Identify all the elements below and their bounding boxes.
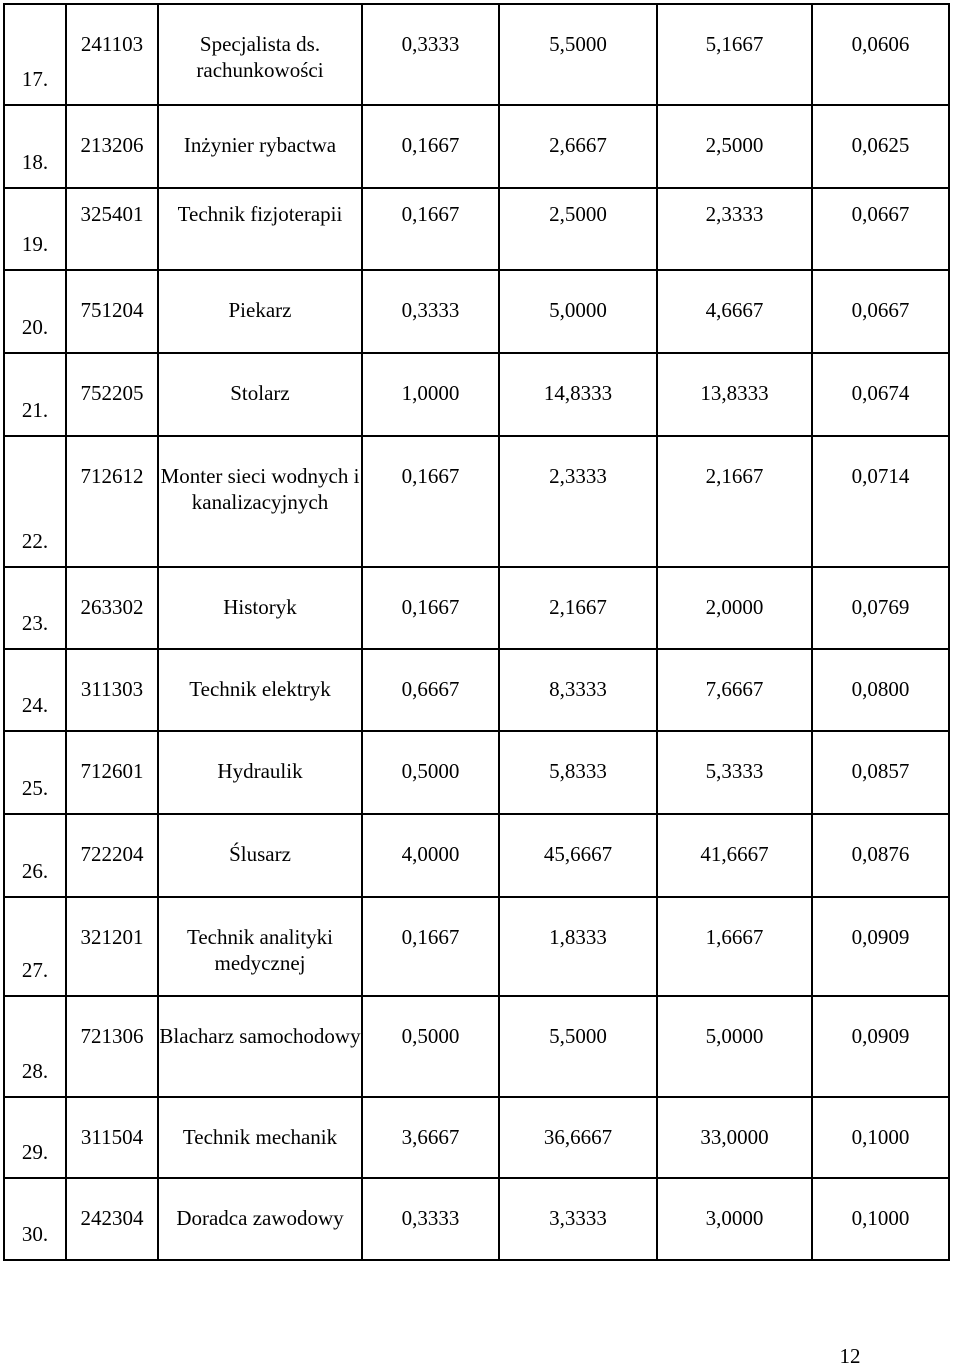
cell-value-4: 0,0674: [812, 353, 949, 436]
cell-value-4: 0,1000: [812, 1178, 949, 1260]
cell-code: 712601: [66, 731, 158, 814]
cell-code: 722204: [66, 814, 158, 897]
cell-value-3: 1,6667: [657, 897, 812, 996]
cell-value-1: 0,3333: [362, 4, 499, 105]
cell-value-3: 2,5000: [657, 105, 812, 188]
cell-code: 721306: [66, 996, 158, 1097]
cell-value-2: 2,1667: [499, 567, 657, 649]
cell-lp: 25.: [4, 731, 66, 814]
cell-name: Monter sieci wodnych i kanalizacyjnych: [158, 436, 362, 567]
cell-lp: 29.: [4, 1097, 66, 1178]
cell-lp: 27.: [4, 897, 66, 996]
cell-value-3: 2,0000: [657, 567, 812, 649]
cell-value-4: 0,0909: [812, 996, 949, 1097]
cell-name: Inżynier rybactwa: [158, 105, 362, 188]
cell-value-1: 1,0000: [362, 353, 499, 436]
cell-value-1: 0,3333: [362, 270, 499, 353]
cell-value-4: 0,0714: [812, 436, 949, 567]
table-row: [4, 4, 949, 105]
table-row: [4, 996, 949, 1097]
cell-name: Technik mechanik: [158, 1097, 362, 1178]
cell-name: Blacharz samochodowy: [158, 996, 362, 1097]
cell-lp: 21.: [4, 353, 66, 436]
table-row: [4, 1097, 949, 1178]
cell-value-4: 0,0667: [812, 188, 949, 270]
cell-value-3: 2,1667: [657, 436, 812, 567]
cell-lp: 18.: [4, 105, 66, 188]
cell-value-3: 5,0000: [657, 996, 812, 1097]
cell-value-3: 33,0000: [657, 1097, 812, 1178]
cell-code: 263302: [66, 567, 158, 649]
cell-value-2: 14,8333: [499, 353, 657, 436]
cell-value-1: 0,1667: [362, 567, 499, 649]
cell-name: Technik elektryk: [158, 649, 362, 731]
table-row: [4, 105, 949, 188]
cell-code: 751204: [66, 270, 158, 353]
cell-name: Specjalista ds. rachunkowości: [158, 4, 362, 105]
cell-value-2: 5,5000: [499, 996, 657, 1097]
cell-code: 325401: [66, 188, 158, 270]
occupation-table: [3, 3, 950, 1261]
table-row: [4, 649, 949, 731]
cell-value-1: 0,1667: [362, 436, 499, 567]
cell-value-2: 5,8333: [499, 731, 657, 814]
cell-name: Piekarz: [158, 270, 362, 353]
cell-lp: 28.: [4, 996, 66, 1097]
cell-lp: 22.: [4, 436, 66, 567]
cell-value-2: 45,6667: [499, 814, 657, 897]
cell-value-3: 3,0000: [657, 1178, 812, 1260]
cell-value-2: 2,3333: [499, 436, 657, 567]
cell-value-2: 2,5000: [499, 188, 657, 270]
cell-name: Historyk: [158, 567, 362, 649]
cell-value-3: 41,6667: [657, 814, 812, 897]
table-row: [4, 1178, 949, 1260]
cell-value-1: 0,6667: [362, 649, 499, 731]
cell-value-3: 2,3333: [657, 188, 812, 270]
cell-lp: 26.: [4, 814, 66, 897]
cell-value-2: 36,6667: [499, 1097, 657, 1178]
cell-code: 213206: [66, 105, 158, 188]
table-row: [4, 436, 949, 567]
cell-code: 311504: [66, 1097, 158, 1178]
cell-value-2: 5,5000: [499, 4, 657, 105]
cell-code: 311303: [66, 649, 158, 731]
cell-lp: 30.: [4, 1178, 66, 1260]
cell-value-3: 5,3333: [657, 731, 812, 814]
cell-value-2: 2,6667: [499, 105, 657, 188]
cell-value-1: 0,3333: [362, 1178, 499, 1260]
cell-value-4: 0,0606: [812, 4, 949, 105]
cell-name: Doradca zawodowy: [158, 1178, 362, 1260]
cell-value-2: 1,8333: [499, 897, 657, 996]
cell-value-3: 4,6667: [657, 270, 812, 353]
table-body: [4, 4, 949, 1260]
cell-value-4: 0,0857: [812, 731, 949, 814]
cell-value-3: 13,8333: [657, 353, 812, 436]
cell-value-3: 7,6667: [657, 649, 812, 731]
cell-value-2: 3,3333: [499, 1178, 657, 1260]
cell-name: Hydraulik: [158, 731, 362, 814]
cell-value-4: 0,0876: [812, 814, 949, 897]
cell-name: Technik analityki medycznej: [158, 897, 362, 996]
cell-value-1: 0,1667: [362, 188, 499, 270]
cell-value-4: 0,0769: [812, 567, 949, 649]
cell-value-1: 0,1667: [362, 897, 499, 996]
cell-code: 321201: [66, 897, 158, 996]
cell-value-4: 0,0667: [812, 270, 949, 353]
cell-value-4: 0,0625: [812, 105, 949, 188]
cell-value-4: 0,1000: [812, 1097, 949, 1178]
cell-code: 712612: [66, 436, 158, 567]
table-row: [4, 897, 949, 996]
cell-name: Technik fizjoterapii: [158, 188, 362, 270]
cell-code: 241103: [66, 4, 158, 105]
cell-value-1: 4,0000: [362, 814, 499, 897]
cell-lp: 19.: [4, 188, 66, 270]
cell-value-1: 0,1667: [362, 105, 499, 188]
cell-value-2: 8,3333: [499, 649, 657, 731]
table-row: [4, 567, 949, 649]
cell-value-1: 3,6667: [362, 1097, 499, 1178]
cell-value-2: 5,0000: [499, 270, 657, 353]
table-row: [4, 270, 949, 353]
table-row: [4, 188, 949, 270]
cell-lp: 20.: [4, 270, 66, 353]
table-row: [4, 353, 949, 436]
cell-value-4: 0,0909: [812, 897, 949, 996]
cell-code: 752205: [66, 353, 158, 436]
cell-name: Stolarz: [158, 353, 362, 436]
cell-lp: 17.: [4, 4, 66, 105]
cell-lp: 24.: [4, 649, 66, 731]
cell-name: Ślusarz: [158, 814, 362, 897]
cell-value-1: 0,5000: [362, 996, 499, 1097]
table-row: [4, 814, 949, 897]
cell-value-4: 0,0800: [812, 649, 949, 731]
table-row: [4, 731, 949, 814]
cell-code: 242304: [66, 1178, 158, 1260]
cell-lp: 23.: [4, 567, 66, 649]
cell-value-1: 0,5000: [362, 731, 499, 814]
page-number: 12: [839, 1344, 861, 1368]
cell-value-3: 5,1667: [657, 4, 812, 105]
